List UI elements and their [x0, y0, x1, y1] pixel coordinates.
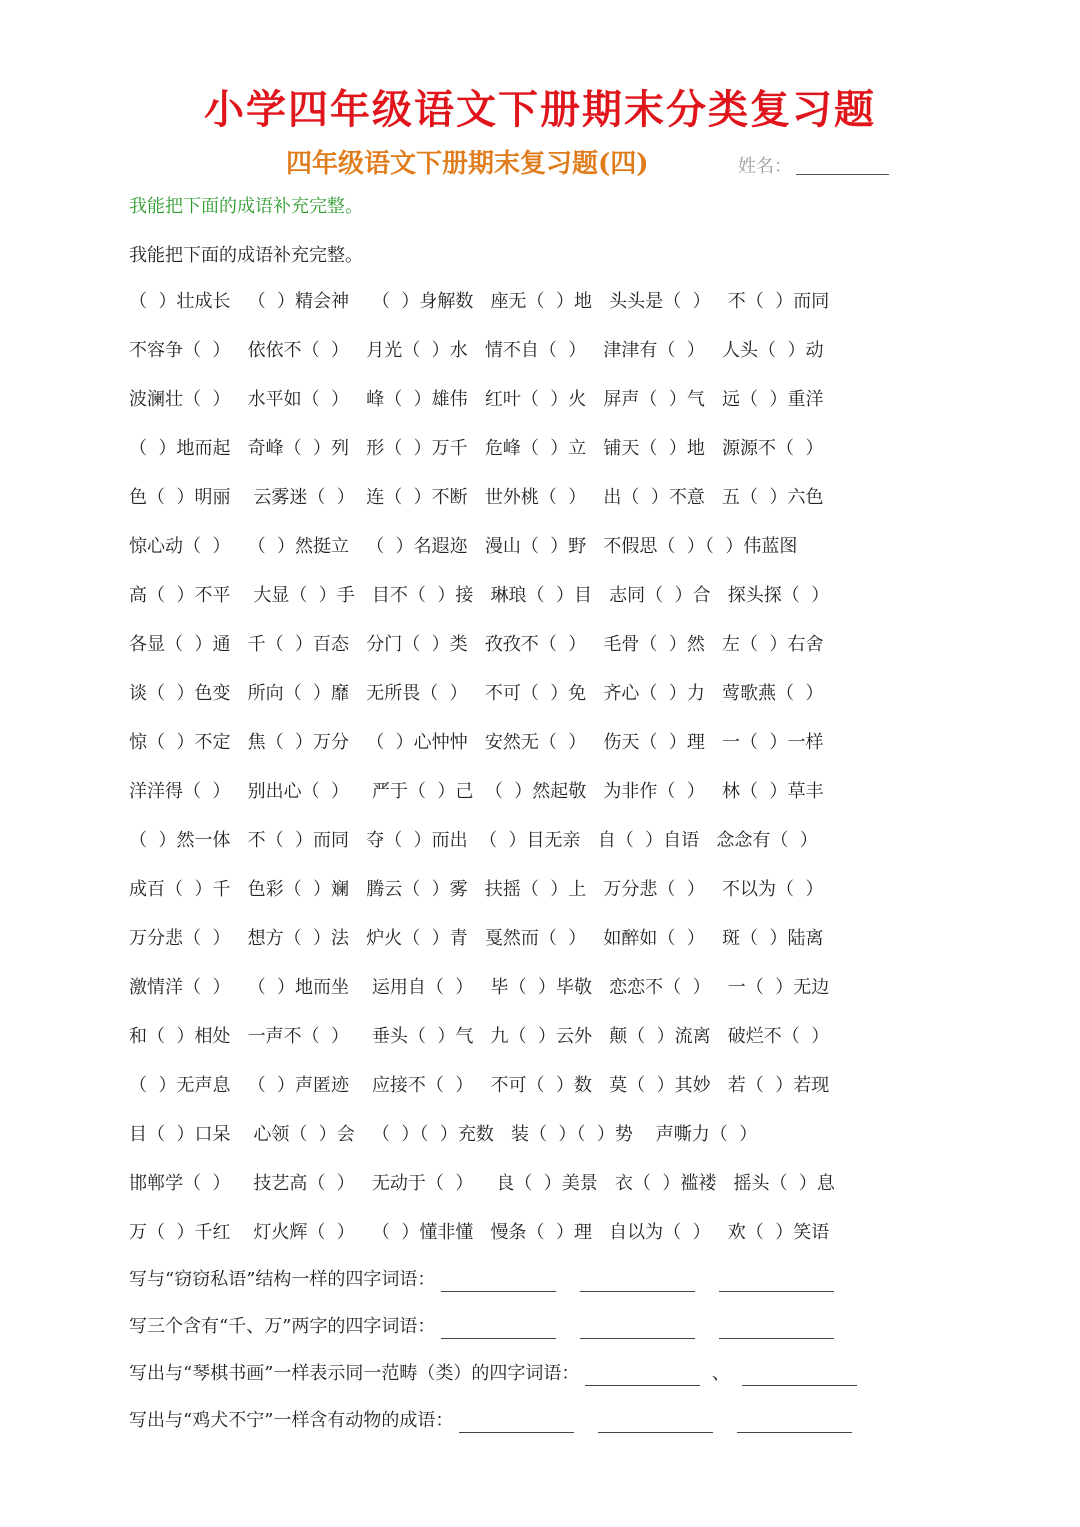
- idiom-row: （ ）然一体 不（ ）而同 夺（ ）而出 （ ）目无亲 自（ ）自语 念念有（ ）: [129, 830, 818, 851]
- idiom-row: 惊心动（ ） （ ）然挺立 （ ）名遐迩 漫山（ ）野 不假思（ ）（ ）伟蓝图: [129, 536, 798, 557]
- answer-blank[interactable]: [598, 1412, 713, 1433]
- idiom-row: 高（ ）不平 大显（ ）手 目不（ ）接 琳琅（ ）目 志同（ ）合 探头探（ ）: [129, 585, 830, 606]
- answer-blank[interactable]: [719, 1318, 834, 1339]
- idiom-row: 邯郸学（ ） 技艺高（ ） 无动于（ ） 良（ ）美景 衣（ ）褴褛 摇头（ ）息: [129, 1173, 835, 1194]
- separator-mark: 、: [711, 1363, 730, 1384]
- question-text: 写出与“鸡犬不宁”一样含有动物的成语：: [129, 1410, 454, 1431]
- name-blank[interactable]: [796, 174, 889, 175]
- idiom-row: 成百（ ）千 色彩（ ）斓 腾云（ ）雾 扶摇（ ）上 万分悲（ ） 不以为（ ）: [129, 879, 824, 900]
- answer-blank[interactable]: [585, 1365, 700, 1386]
- question-item: [129, 1362, 959, 1409]
- answer-blank[interactable]: [742, 1365, 857, 1386]
- idiom-row: 波澜壮（ ） 水平如（ ） 峰（ ）雄伟 红叶（ ）火 屏声（ ）气 远（ ）重洋: [129, 389, 824, 410]
- idiom-row: 激情洋（ ） （ ）地而坐 运用自（ ） 毕（ ）毕敬 恋恋不（ ） 一（ ）无边: [129, 977, 830, 998]
- section-heading: 我能把下面的成语补充完整。: [129, 196, 363, 217]
- idiom-row: 惊（ ）不定 焦（ ）万分 （ ）心忡忡 安然无（ ） 伤天（ ）理 一（ ）一样: [129, 732, 824, 753]
- answer-blank[interactable]: [441, 1271, 556, 1292]
- question-text: 写出与“琴棋书画”一样表示同一范畴（类）的四字词语：: [129, 1363, 580, 1384]
- page-title: 小学四年级语文下册期末分类复习题: [204, 86, 876, 133]
- answer-blank[interactable]: [580, 1271, 695, 1292]
- subtitle: 四年级语文下册期末复习题(四): [286, 149, 649, 179]
- question-item: [129, 1409, 959, 1456]
- idiom-row: 目（ ）口呆 心领（ ）会 （ ）（ ）充数 装（ ）（ ）势 声嘶力（ ）: [129, 1124, 758, 1145]
- idiom-row: 万（ ）千红 灯火辉（ ） （ ）懂非懂 慢条（ ）理 自以为（ ） 欢（ ）笑语: [129, 1222, 830, 1243]
- answer-blank[interactable]: [459, 1412, 574, 1433]
- idiom-row: （ ）地而起 奇峰（ ）列 形（ ）万千 危峰（ ）立 铺天（ ）地 源源不（ ）: [129, 438, 824, 459]
- idiom-row: （ ）壮成长 （ ）精会神 （ ）身解数 座无（ ）地 头头是（ ） 不（ ）而同: [129, 291, 830, 312]
- idiom-list: [129, 290, 959, 1270]
- idiom-row: 各显（ ）通 千（ ）百态 分门（ ）类 孜孜不（ ） 毛骨（ ）然 左（ ）右舍: [129, 634, 824, 655]
- question-text: 写与“窃窃私语”结构一样的四字词语：: [129, 1269, 436, 1290]
- question-list: [129, 1268, 959, 1456]
- idiom-row: （ ）无声息 （ ）声匿迹 应接不（ ） 不可（ ）数 莫（ ）其妙 若（ ）若现: [129, 1075, 830, 1096]
- question-item: [129, 1315, 959, 1362]
- idiom-row: 万分悲（ ） 想方（ ）法 炉火（ ）青 戛然而（ ） 如醉如（ ） 斑（ ）陆离: [129, 928, 824, 949]
- idiom-row: 色（ ）明丽 云雾迷（ ） 连（ ）不断 世外桃（ ） 出（ ）不意 五（ ）六色: [129, 487, 824, 508]
- name-label: 姓名：: [738, 156, 792, 177]
- instruction-text: 我能把下面的成语补充完整。: [129, 245, 363, 266]
- answer-blank[interactable]: [737, 1412, 852, 1433]
- idiom-row: 洋洋得（ ） 别出心（ ） 严于（ ）己 （ ）然起敬 为非作（ ） 林（ ）草丰: [129, 781, 824, 802]
- answer-blank[interactable]: [719, 1271, 834, 1292]
- idiom-row: 不容争（ ） 依依不（ ） 月光（ ）水 情不自（ ） 津津有（ ） 人头（ ）动: [129, 340, 824, 361]
- idiom-row: 和（ ）相处 一声不（ ） 垂头（ ）气 九（ ）云外 颠（ ）流离 破烂不（ ）: [129, 1026, 830, 1047]
- question-text: 写三个含有“千、万”两字的四字词语：: [129, 1316, 436, 1337]
- answer-blank[interactable]: [441, 1318, 556, 1339]
- question-item: [129, 1268, 959, 1315]
- idiom-row: 谈（ ）色变 所向（ ）靡 无所畏（ ） 不可（ ）免 齐心（ ）力 莺歌燕（ ）: [129, 683, 824, 704]
- answer-blank[interactable]: [580, 1318, 695, 1339]
